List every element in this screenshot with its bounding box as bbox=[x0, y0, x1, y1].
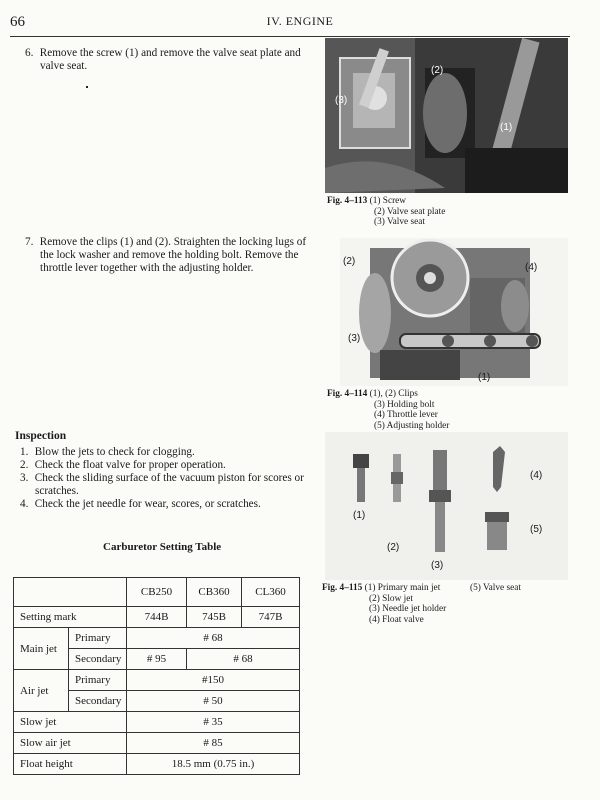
figure-115-photo bbox=[325, 432, 568, 580]
sublabel-air-secondary: Secondary bbox=[69, 691, 127, 712]
inspection-item-1: 1. Blow the jets to check for clogging. bbox=[20, 446, 195, 458]
fig114-item-4: (5) Adjusting holder bbox=[374, 420, 450, 431]
fig114-item-1: (1), (2) Clips bbox=[369, 389, 418, 399]
fig115-item-5: (5) Valve seat bbox=[470, 583, 521, 593]
inspection-title: Inspection bbox=[15, 430, 67, 442]
table-row bbox=[14, 754, 300, 775]
table-row bbox=[14, 712, 300, 733]
col-cb360: CB360 bbox=[187, 578, 242, 607]
cell-main-secondary-rest: # 68 bbox=[187, 649, 300, 670]
col-cb250: CB250 bbox=[127, 578, 187, 607]
fig114-callout-1: (1) bbox=[478, 372, 491, 383]
fig115-item-3: (3) Needle jet holder bbox=[369, 604, 447, 614]
table-header-row bbox=[14, 578, 300, 607]
fig114-callout-3: (3) bbox=[348, 333, 361, 344]
table-row bbox=[14, 628, 300, 649]
row-label-main-jet: Main jet bbox=[14, 628, 69, 670]
step-7-line1: Remove the clips (1) and (2). Straighten the locking lugs of bbox=[39, 236, 307, 248]
fig113-item-3: (3) Valve seat bbox=[374, 217, 425, 227]
row-label-float-height: Float height bbox=[14, 754, 127, 775]
fig113-callout-3: (3) bbox=[335, 95, 348, 106]
cell-air-primary: #150 bbox=[127, 670, 300, 691]
row-label-slow-jet: Slow jet bbox=[14, 712, 127, 733]
fig114-callout-4: (4) bbox=[525, 262, 538, 273]
cell-main-secondary-cb250: # 95 bbox=[127, 649, 187, 670]
table-row bbox=[14, 607, 300, 628]
fig115-item-1: (1) Primary main jet bbox=[364, 583, 441, 593]
fig114-callout-2: (2) bbox=[343, 256, 356, 267]
step-6-line2: valve seat. bbox=[40, 60, 88, 72]
inspection-item-3-cont: scratches. bbox=[35, 485, 79, 497]
sublabel-main-secondary: Secondary bbox=[69, 649, 127, 670]
fig113-item-2: (2) Valve seat plate bbox=[374, 206, 446, 217]
row-label-slow-air-jet: Slow air jet bbox=[14, 733, 127, 754]
carburetor-side-view-illustration bbox=[340, 238, 568, 386]
fig115-label: Fig. 4–115 bbox=[322, 583, 363, 593]
fig114-item-2: (3) Holding bolt bbox=[374, 399, 435, 410]
step-6-number: 6. bbox=[25, 47, 34, 59]
inspection-item-2: 2. Check the float valve for proper operation. bbox=[20, 459, 226, 471]
figure-113-photo bbox=[325, 38, 568, 193]
fig113-callout-2: (2) bbox=[431, 65, 444, 76]
header-rule bbox=[10, 36, 570, 37]
cell-setting-cb250: 744B bbox=[127, 607, 187, 628]
step-6 bbox=[25, 47, 310, 73]
jets-parts-illustration bbox=[325, 432, 568, 580]
table-row bbox=[14, 670, 300, 691]
cell-setting-cb360: 745B bbox=[187, 607, 242, 628]
fig115-callout-5: (5) bbox=[530, 524, 543, 535]
sublabel-main-primary: Primary bbox=[69, 628, 127, 649]
fig115-item-4: (4) Float valve bbox=[369, 614, 424, 625]
fig115-callout-2: (2) bbox=[387, 542, 400, 553]
fig115-callout-1: (1) bbox=[353, 510, 366, 521]
fig113-label: Fig. 4–113 bbox=[327, 196, 368, 206]
fig114-label: Fig. 4–114 bbox=[327, 389, 368, 399]
fig113-callout-1: (1) bbox=[500, 122, 513, 133]
inspection-list bbox=[20, 446, 310, 511]
inspection-item-3: 3. Check the sliding surface of the vacuum piston for scores or bbox=[20, 472, 304, 484]
fig115-item-2: (2) Slow jet bbox=[369, 593, 413, 604]
cell-slow-air-jet: # 85 bbox=[127, 733, 300, 754]
figure-113-caption bbox=[327, 196, 567, 228]
fig113-item-1: (1) Screw bbox=[369, 196, 407, 206]
fig115-callout-3: (3) bbox=[431, 560, 444, 571]
step-7-number: 7. bbox=[25, 236, 34, 248]
cell-float-height: 18.5 mm (0.75 in.) bbox=[127, 754, 300, 775]
inspection-item-4: 4. Check the jet needle for wear, scores, or scratches. bbox=[20, 498, 261, 510]
figure-114-photo bbox=[340, 238, 568, 386]
sublabel-air-primary: Primary bbox=[69, 670, 127, 691]
table-row bbox=[14, 733, 300, 754]
table-title: Carburetor Setting Table bbox=[103, 541, 222, 553]
step-7-line3: throttle lever together with the adjusting holder. bbox=[40, 262, 254, 274]
row-label-air-jet: Air jet bbox=[14, 670, 69, 712]
fig115-callout-4: (4) bbox=[530, 470, 543, 481]
carburetor-setting-table bbox=[13, 577, 300, 775]
col-cl360: CL360 bbox=[242, 578, 300, 607]
cell-air-secondary: # 50 bbox=[127, 691, 300, 712]
cell-setting-cl360: 747B bbox=[242, 607, 300, 628]
chapter-title: IV. ENGINE bbox=[266, 14, 334, 28]
fig114-item-3: (4) Throttle lever bbox=[374, 410, 438, 420]
cell-main-primary: # 68 bbox=[127, 628, 300, 649]
figure-115-caption bbox=[322, 583, 572, 625]
carburetor-top-view-illustration bbox=[325, 38, 568, 193]
page-number: 66 bbox=[10, 14, 25, 30]
figure-114-caption bbox=[327, 389, 567, 431]
step-7 bbox=[25, 236, 310, 275]
step-7-line2: the lock washer and remove the holding bolt. Remove the bbox=[40, 249, 299, 261]
cell-slow-jet: # 35 bbox=[127, 712, 300, 733]
row-label-setting-mark: Setting mark bbox=[14, 607, 127, 628]
step-6-line1: Remove the screw (1) and remove the valve seat plate and bbox=[39, 47, 301, 59]
stray-dot bbox=[86, 86, 88, 88]
